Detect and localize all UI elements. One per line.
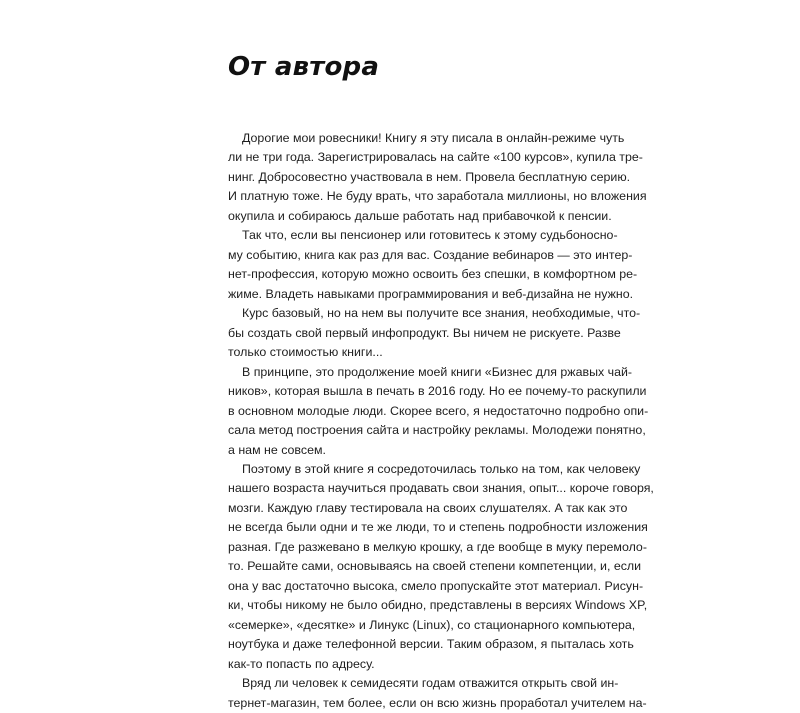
text-line: то. Решайте сами, основываясь на своей степени компетенции, и, если	[228, 559, 642, 574]
text-line: ноутбука и даже телефонной версии. Таким образом, я пыталась хоть	[228, 637, 634, 652]
text-line: Дорогие мои ровесники! Книгу я эту писала в онлайн-режиме чуть	[242, 131, 625, 145]
text-line: не всегда были одни и те же люди, то и степень подробности изложения	[228, 520, 648, 535]
text-line: разная. Где разжевано в мелкую крошку, а где вообще в муку перемоло-	[228, 539, 647, 554]
text-line: Поэтому в этой книге я сосредоточилась только на том, как человеку	[242, 461, 641, 476]
text-line: бы создать свой первый инфопродукт. Вы ничем не рискуете. Разве	[228, 325, 621, 340]
text-line: сала метод построения сайта и настройку рекламы. Молодежи понятно,	[228, 423, 646, 438]
text-line: а нам не совсем.	[228, 442, 326, 457]
text-line: Вряд ли человек к семидесяти годам отважится открыть свой ин-	[242, 676, 619, 691]
body-text	[228, 129, 654, 713]
text-line: Так что, если вы пенсионер или готовитесь к этому судьбоносно-	[242, 228, 618, 243]
text-line: тернет-магазин, тем более, если он всю жизнь проработал учителем на-	[228, 695, 647, 710]
text-line: нинг. Добросовестно участвовала в нем. Провела бесплатную серию.	[228, 169, 631, 184]
text-line: окупила и собираюсь дальше работать над прибавочкой к пенсии.	[228, 208, 612, 223]
text-line: в основном молодые люди. Скорее всего, я недостаточно подробно опи-	[228, 403, 649, 418]
text-line: нет-профессия, которую можно освоить без спешки, в комфортном ре-	[228, 267, 638, 282]
text-line: она у вас достаточно высока, смело пропускайте этот материал. Рисун-	[228, 578, 644, 593]
text-line: «семерке», «десятке» и Линукс (Linux), со стационарного компьютера,	[228, 617, 636, 632]
text-line: только стоимостью книги...	[228, 345, 383, 360]
text-line: му событию, книга как раз для вас. Создание вебинаров — это интер-	[228, 247, 633, 262]
text-line: ки, чтобы никому не было обидно, представлены в версиях Windows XP,	[228, 598, 648, 613]
text-line: Курс базовый, но на нем вы получите все знания, необходимые, что-	[242, 306, 641, 321]
text-line: И платную тоже. Не буду врать, что заработала миллионы, но вложения	[228, 189, 647, 204]
text-line: жиме. Владеть навыками программирования и веб-дизайна не нужно.	[228, 286, 634, 301]
page-title: От автора	[228, 52, 380, 82]
text-line: мозги. Каждую главу тестировала на своих слушателях. А так как это	[228, 500, 628, 515]
text-line: нашего возраста научиться продавать свои знания, опыт... короче говоря,	[228, 481, 654, 496]
text-line: В принципе, это продолжение моей книги «Бизнес для ржавых чай-	[242, 364, 633, 379]
text-line: ников», которая вышла в печать в 2016 году. Но ее почему-то раскупили	[228, 384, 647, 399]
text-line: ли не три года. Зарегистрировалась на сайте «100 курсов», купила тре-	[228, 150, 643, 165]
text-line: как-то попасть по адресу.	[228, 656, 375, 671]
